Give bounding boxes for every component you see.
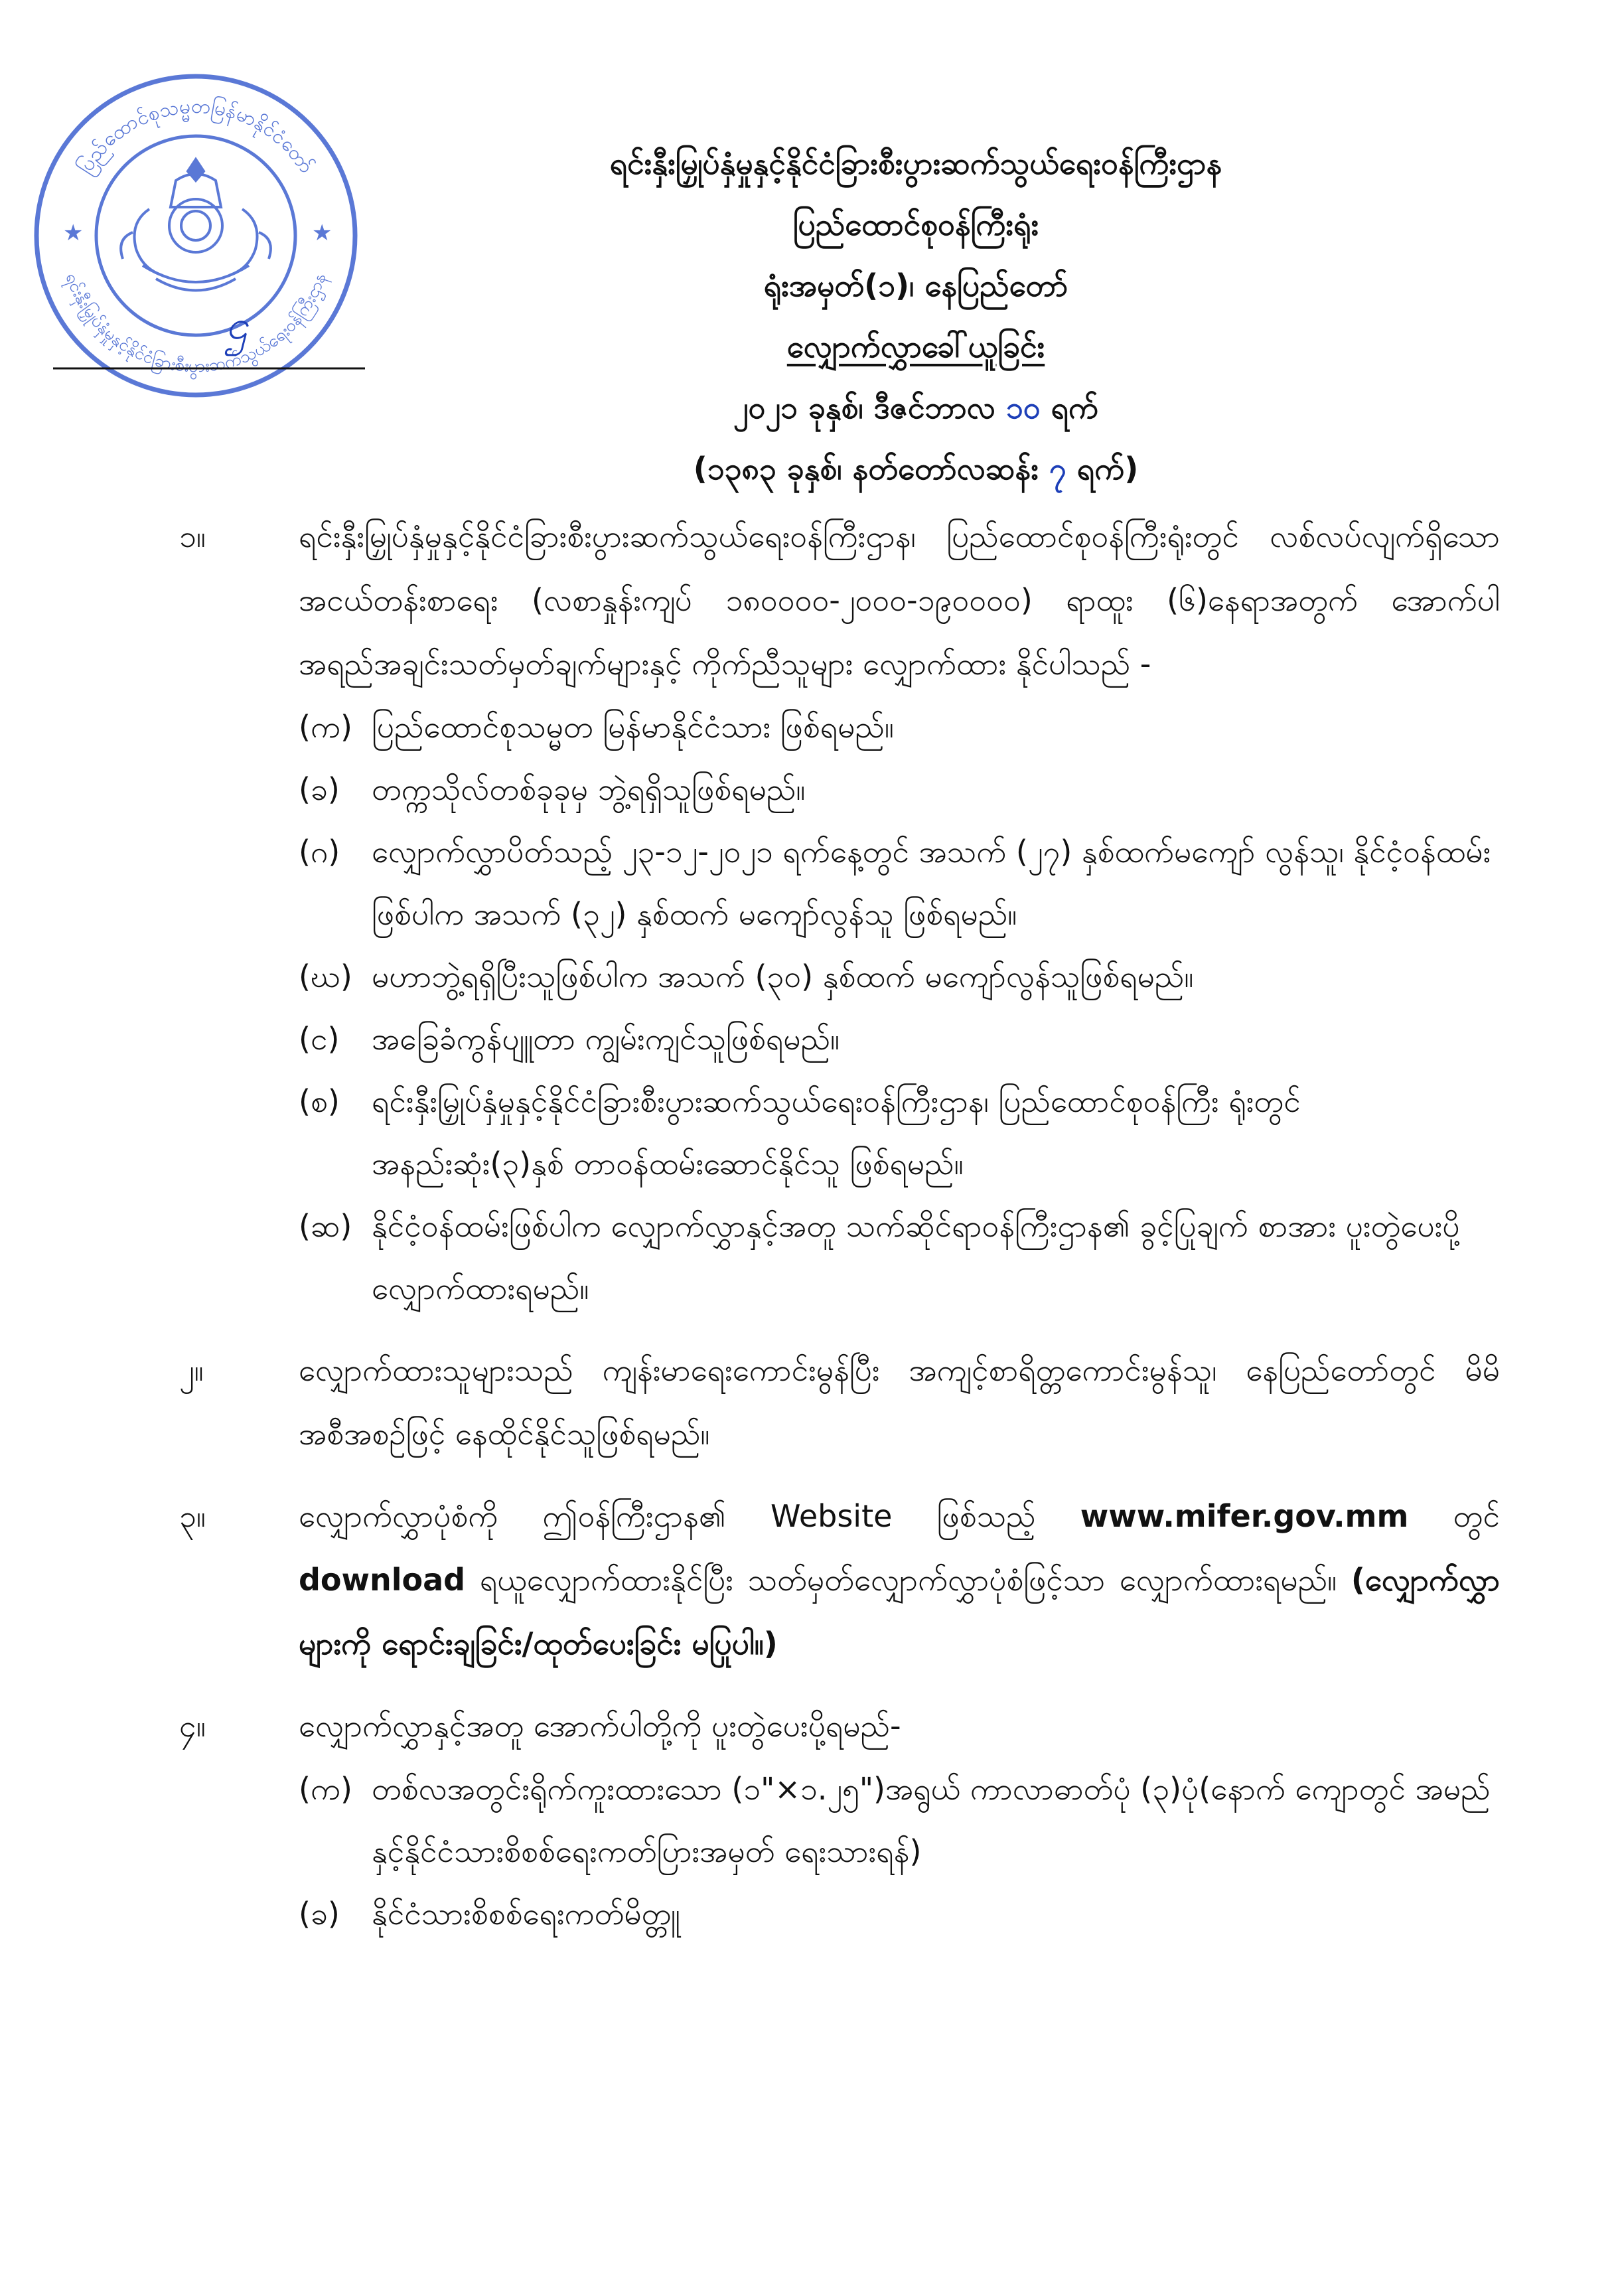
requirement-item: (စ) ရင်းနှီးမြှုပ်နှံမှုနှင့်နိုင်ငံခြားစီးပွားဆက်သွယ်ရေးဝန်ကြီးဌာန၊ ပြည်ထောင်စုဝန်ကြီး ရုံးတွင် အနည်းဆုံး(၃)နှစ် တာဝန်ထမ်းဆောင်နိုင်သူ ဖြစ်ရမည်။ xyxy=(299,1083,1301,1182)
requirement-item: (င) အခြေခံကွန်ပျူတာ ကျွမ်းကျင်သူဖြစ်ရမည်။ xyxy=(299,1021,840,1057)
letter-header xyxy=(345,133,1487,499)
requirement-item: (ဆ) နိုင်ငံ့ဝန်ထမ်းဖြစ်ပါက လျှောက်လွှာနှင့်အတူ သက်ဆိုင်ရာဝန်ကြီးဌာန၏ ခွင့်ပြုချက် စာအား ပူးတွဲပေးပို့ လျှောက်ထားရမည်။ xyxy=(299,1208,1460,1306)
seal-ring-text-bottom: ရင်းနှီးမြှုပ်နှံမှုနှင့်နိုင်ငံခြားစီးပွားဆက်သွယ်ရေးဝန်ကြီးဌာန xyxy=(61,270,330,377)
paragraph-number: ၄။ xyxy=(179,1708,206,1744)
announcement-title: လျှောက်လွှာခေါ်ယူခြင်း xyxy=(786,329,1045,364)
handwritten-mm-day: ၇ xyxy=(1049,451,1066,487)
paragraph-3 xyxy=(179,1484,1500,1675)
paragraph-2 xyxy=(179,1338,1500,1466)
attachment-item: (ခ) နိုင်ငံသားစိစစ်ရေးကတ်မိတ္တူ xyxy=(299,1896,680,1932)
sale-note: (လျှောက်လွှာများကို ရောင်းချခြင်း/ထုတ်ပေးခြင်း မပြုပါ။) xyxy=(299,1562,1500,1661)
website-link[interactable]: www.mifer.gov.mm xyxy=(1080,1498,1409,1534)
paragraph-number: ၁။ xyxy=(179,518,206,554)
myanmar-date: (၁၃၈၃ ခုနှစ်၊ နတ်တော်လဆန်း ၇ ရက်) xyxy=(693,451,1139,487)
requirement-item: (က) ပြည်ထောင်စုသမ္မတ မြန်မာနိုင်ငံသား ဖြစ်ရမည်။ xyxy=(299,709,894,745)
gregorian-date: ၂၀၂၁ ခုနှစ်၊ ဒီဇင်ဘာလ ၁၀ ရက် xyxy=(733,390,1099,425)
paragraph-text: လျှောက်လွှာနှင့်အတူ အောက်ပါတို့ကို ပူးတွဲပေးပို့ရမည်- xyxy=(299,1708,901,1744)
announcement-body xyxy=(179,504,1500,1945)
requirement-item: (ဃ) မဟာဘွဲ့ရရှိပြီးသူဖြစ်ပါက အသက် (၃၀) နှစ်ထက် မကျော်လွန်သူဖြစ်ရမည်။ xyxy=(299,958,1194,994)
paragraph-text: လျှောက်လွှာပုံစံကို ဤဝန်ကြီးဌာန၏ Website ဖြစ်သည့် www.mifer.gov.mm တွင် download ရယူလျှောက်ထားနိုင်ပြီး သတ်မှတ်လျှောက်လွှာပုံစံဖြင့်သာ လျှောက်ထားရမည်။ (လျှောက်လွှာများကို ရောင်းချခြင်း/ထုတ်ပေးခြင်း မပြုပါ။) xyxy=(299,1498,1500,1661)
download-word: download xyxy=(299,1562,466,1598)
seal-ring-text-top: ပြည်ထောင်စုသမ္မတမြန်မာနိုင်ငံတော် xyxy=(73,94,319,179)
requirement-item: (ခ) တက္ကသိုလ်တစ်ခုခုမှ ဘွဲ့ရရှိသူဖြစ်ရမည်။ xyxy=(299,771,806,807)
paragraph-text: ရင်းနှီးမြှုပ်နှံမှုနှင့်နိုင်ငံခြားစီးပွားဆက်သွယ်ရေးဝန်ကြီးဌာန၊ ပြည်ထောင်စုဝန်ကြီးရုံးတွင် လစ်လပ်လျက်ရှိသော အငယ်တန်းစာရေး (လစာနှုန်းကျပ် ၁၈၀၀၀၀-၂၀၀၀-၁၉၀၀၀၀) ရာထူး (၆)နေရာအတွက် အောက်ပါအရည်အချင်းသတ်မှတ်ချက်များနှင့် ကိုက်ညီသူများ လျှောက်ထား နိုင်ပါသည် - xyxy=(299,518,1500,682)
seal-signature: ဌ xyxy=(226,302,248,348)
attachment-item: (က) တစ်လအတွင်းရိုက်ကူးထားသော (၁"×၁.၂၅")အရွယ် ကာလာဓာတ်ပုံ (၃)ပုံ(နောက် ကျောတွင် အမည်နှင့်နိုင်ငံသားစိစစ်ရေးကတ်ပြားအမှတ် ရေးသားရန်) xyxy=(299,1771,1491,1869)
seal-graphic xyxy=(27,66,365,405)
paragraph-text: လျှောက်ထားသူများသည် ကျန်းမာရေးကောင်းမွန်ပြီး အကျင့်စာရိတ္တကောင်းမွန်သူ၊ နေပြည်တော်တွင် မိမိအစီအစဉ်ဖြင့် နေထိုင်နိုင်သူဖြစ်ရမည်။ xyxy=(299,1352,1500,1452)
paragraph-number: ၃။ xyxy=(179,1498,206,1534)
paragraph-4 xyxy=(179,1694,1500,1758)
paragraph-number: ၂။ xyxy=(179,1352,204,1388)
state-emblem-icon xyxy=(121,159,271,291)
office-address: ရုံးအမှတ်(၁)၊ နေပြည်တော် xyxy=(763,268,1068,303)
office-name: ပြည်ထောင်စုဝန်ကြီးရုံး xyxy=(792,206,1039,242)
requirement-item: (ဂ) လျှောက်လွှာပိတ်သည့် ၂၃-၁၂-၂၀၂၁ ရက်နေ့တွင် အသက် (၂၇) နှစ်ထက်မကျော် လွန်သူ၊ နိုင်ငံ့ဝန်ထမ်းဖြစ်ပါက အသက် (၃၂) နှစ်ထက် မကျော်လွန်သူ ဖြစ်ရမည်။ xyxy=(299,834,1491,932)
paragraph-1 xyxy=(179,504,1500,696)
ministry-name: ရင်းနှီးမြှုပ်နှံမှုနှင့်နိုင်ငံခြားစီးပွားဆက်သွယ်ရေးဝန်ကြီးဌာန xyxy=(609,145,1222,181)
handwritten-day: ၁၀ xyxy=(1005,390,1041,425)
svg-text:★: ★ xyxy=(63,220,84,246)
svg-text:★: ★ xyxy=(312,220,332,246)
official-seal-stamp xyxy=(27,66,365,405)
